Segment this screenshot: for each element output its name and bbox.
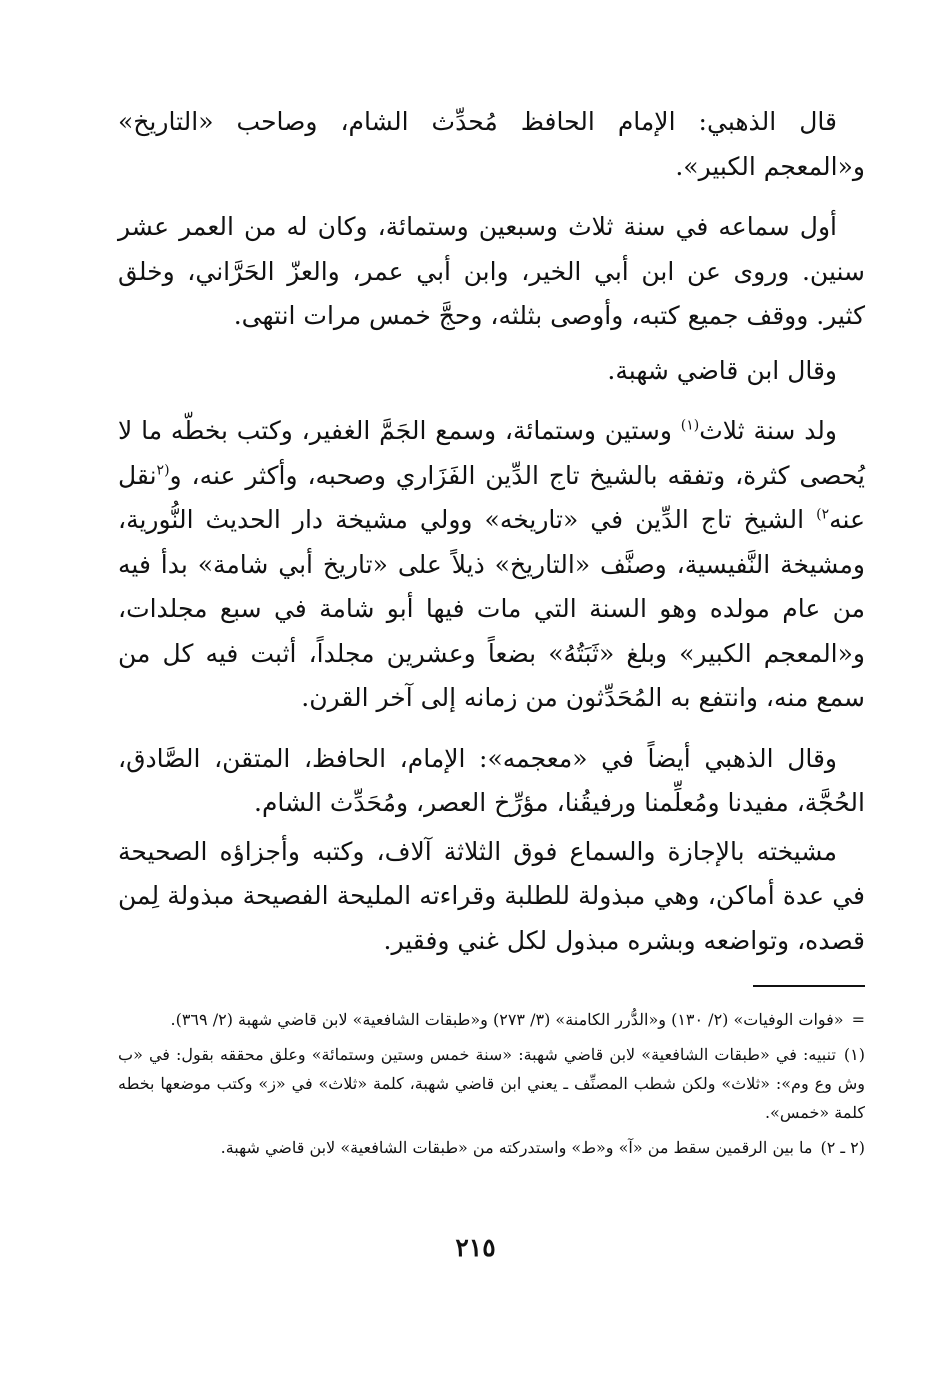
text-segment: نقل عنه (118, 460, 865, 534)
footnote-mark: (٢ ـ ٢) (820, 1138, 865, 1157)
paragraph-mashyakha: مشيخته بالإجازة والسماع فوق الثلاثة آلاف، وكتبه وأجزاؤه الصحيحة في عدة أماكن، وهي مبذولة للطلبة وقراءته المليحة الفصيحة مبذولة لِمن قصده، وتواضعه وبشره مبذول لكل غني وفقير. (118, 836, 865, 955)
footnote-text: تنبيه: في «طبقات الشافعية» لابن قاضي شهبة: «سنة خمس وستين وستمائة» وعلق محققه بقول: في «ب وش وع وم»: «ثلاث» ولكن شطب المصنِّف ـ يعني ابن قاضي شهبة، كلمة «ثلاث» في «ز» وكتب موضعها بخطه كلمة «خمس». (118, 1045, 865, 1122)
main-text (118, 100, 865, 963)
footnote-mark: = (851, 1010, 865, 1029)
paragraph-first-hearing: أول سماعه في سنة ثلاث وسبعين وستمائة، وكان له من العمر عشر سنين. وروى عن ابن أبي الخير، وابن أبي عمر، والعزّ الحَرَّاني، وخلق كثير. ووقف جميع كتبه، وأوصى بثلثه، وحجَّ خمس مرات انتهى. (118, 212, 865, 330)
footnote-ref-1[interactable]: (١) (680, 417, 700, 434)
footnote-text: «فوات الوفيات» (٢/ ١٣٠) و«الدُّرر الكامنة» (٣/ ٢٧٣) و«طبقات الشافعية» لابن قاضي شهبة (٢/ ٣٦٩). (170, 1010, 844, 1029)
footnotes (118, 1005, 865, 1168)
footnote-text: ما بين الرقمين سقط من «آ» و«ط» واستدركته من «طبقات الشافعية» لابن قاضي شهبة. (220, 1138, 813, 1157)
paragraph-dhahabi-quote: قال الذهبي: الإمام الحافظ مُحدِّث الشام، وصاحب «التاريخ» و«المعجم الكبير». (118, 107, 865, 181)
footnote-ref-2-start[interactable]: (٢ (156, 462, 170, 479)
paragraph-birth-and-works (118, 409, 865, 721)
paragraph-dhahabi-mujam: وقال الذهبي أيضاً في «معجمه»: الإمام، الحافظ، المتقن، الصَّادق، الحُجَّة، مفيدنا ومُعلِّمنا ورفيقُنا، مؤرِّخ العصر، ومُحَدِّث الشام. (118, 743, 865, 817)
page-number: ٢١٥ (455, 1233, 496, 1262)
text-segment: الشيخ تاج الدِّين في «تاريخه» وولي مشيخة دار الحديث النُّورية، ومشيخة النَّفيسية، وصنَّف «التاريخ» ذيلاً على «تاريخ أبي شامة» بدأ فيه من عام مولده وهو السنة التي مات فيها أبو شامة في سبع مجلدات، و«المعجم الكبير» وبلغ «ثَبَتُهُ» بضعاً وعشرين مجلداً، أثبت فيه كل من سمع منه، وانتفع به المُحَدِّثون من زمانه إلى آخر القرن. (118, 505, 865, 712)
text-segment: وستين وستمائة، وسمع الجَمَّ الغفير، وكتب بخطّه ما لا يُحصى كثرة، وتفقه بالشيخ تاج الدِّين الفَزَاري وصحبه، وأكثر عنه، و (118, 416, 865, 490)
footnote-continued (118, 1005, 865, 1034)
footnote-mark: (١) (843, 1045, 865, 1064)
paragraph-ibn-qadi-shuhba-intro: وقال ابن قاضي شهبة. (607, 355, 837, 385)
footnote-divider (753, 985, 865, 987)
footnote-2 (118, 1133, 865, 1162)
text-segment: ولد سنة ثلاث (699, 416, 838, 445)
footnote-ref-2-end[interactable]: ٢) (816, 506, 830, 523)
footnote-1 (118, 1040, 865, 1127)
